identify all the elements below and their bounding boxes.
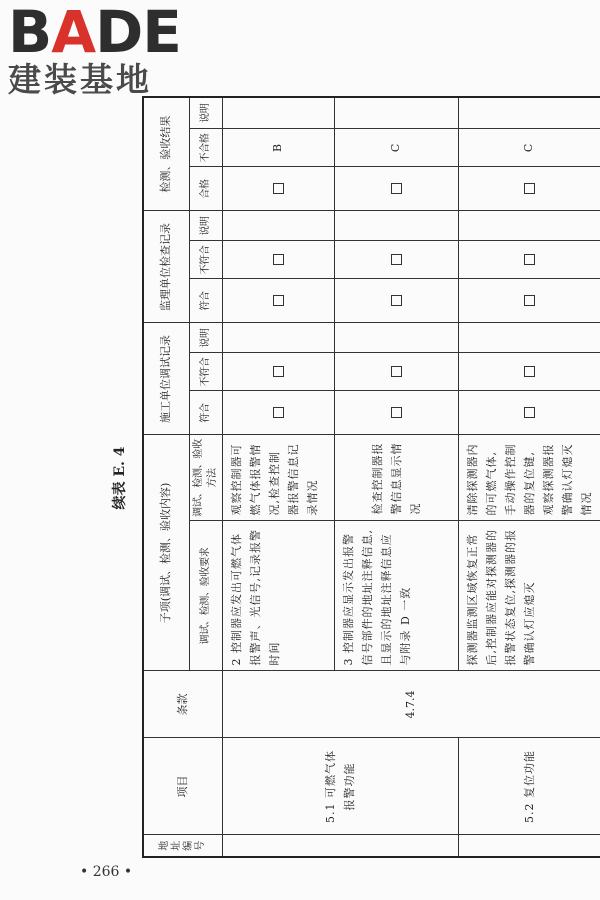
- checkbox[interactable]: [391, 295, 402, 306]
- supervision-note-cell: [458, 211, 600, 241]
- item-cell: 5.1 可燃气体报警功能: [222, 738, 458, 835]
- header-supervision: 监理单位检查记录: [143, 211, 189, 323]
- method-cell: 检查控制器报警信息显示情况: [334, 435, 458, 521]
- header-nonconform: 不符合: [189, 353, 222, 391]
- acceptance-note-cell: [334, 97, 458, 129]
- checkbox[interactable]: [273, 295, 284, 306]
- header-nonconform: 不符合: [189, 241, 222, 279]
- logo-accent-letter: A: [51, 0, 96, 66]
- checkbox[interactable]: [391, 408, 402, 419]
- header-item: 项目: [143, 738, 222, 835]
- acceptance-note-cell: [458, 97, 600, 129]
- header-clause: 条款: [143, 671, 222, 738]
- supervision-nonconform-cell: [222, 241, 334, 279]
- address-cell: [222, 835, 458, 857]
- checkbox[interactable]: [273, 367, 284, 378]
- construction-nonconform-cell: [334, 353, 458, 391]
- header-subitem: 子项(调试、检测、验收内容): [143, 435, 189, 671]
- header-note: 说明: [189, 323, 222, 353]
- acceptance-note-cell: [222, 97, 334, 129]
- supervision-conform-cell: [458, 279, 600, 323]
- method-cell: 清除探测器内的可燃气体,手动操作控制器的复位键,观察探测器报警确认灯熄灭情况: [458, 435, 600, 521]
- acceptance-pass-cell: [458, 167, 600, 211]
- supervision-conform-cell: [222, 279, 334, 323]
- acceptance-pass-cell: [222, 167, 334, 211]
- acceptance-grade-cell: B: [222, 129, 334, 167]
- construction-conform-cell: [458, 391, 600, 435]
- header-method: 调试、检测、验收方法: [189, 435, 222, 521]
- header-fail: 不合格: [189, 129, 222, 167]
- checkbox[interactable]: [524, 367, 535, 378]
- construction-note-cell: [222, 323, 334, 353]
- checkbox[interactable]: [273, 183, 284, 194]
- requirement-cell: 3 控制器应显示发出报警信号部件的地址注释信息,且显示的地址注释信息应与附录 D 一致: [334, 521, 458, 671]
- checkbox[interactable]: [391, 183, 402, 194]
- checkbox[interactable]: [273, 408, 284, 419]
- acceptance-grade-cell: C: [334, 129, 458, 167]
- checkbox[interactable]: [391, 367, 402, 378]
- inspection-table: [142, 96, 600, 858]
- bade-logo: [8, 2, 183, 98]
- logo-subtitle: 建装基地: [8, 60, 152, 99]
- supervision-note-cell: [222, 211, 334, 241]
- construction-nonconform-cell: [222, 353, 334, 391]
- supervision-nonconform-cell: [334, 241, 458, 279]
- checkbox[interactable]: [273, 254, 284, 265]
- checkbox[interactable]: [524, 295, 535, 306]
- supervision-nonconform-cell: [458, 241, 600, 279]
- construction-conform-cell: [222, 391, 334, 435]
- construction-nonconform-cell: [458, 353, 600, 391]
- checkbox[interactable]: [524, 183, 535, 194]
- clause-cell: 4.7.4: [222, 671, 600, 738]
- supervision-conform-cell: [334, 279, 458, 323]
- checkbox[interactable]: [391, 254, 402, 265]
- logo-wordmark: [8, 0, 183, 66]
- header-conform: 符合: [189, 279, 222, 323]
- header-note: 说明: [189, 97, 222, 129]
- page-number: • 266 •: [80, 864, 133, 880]
- header-acceptance: 检测、验收结果: [143, 97, 189, 211]
- method-cell: 观察控制器可燃气体报警情况,检查控制器报警信息记录情况: [222, 435, 334, 521]
- checkbox[interactable]: [524, 254, 535, 265]
- header-pass: 合格: [189, 167, 222, 211]
- table-caption: 续表 E. 4: [112, 446, 128, 510]
- logo-letter: B: [8, 0, 52, 66]
- header-conform: 符合: [189, 391, 222, 435]
- table-row: [222, 97, 334, 857]
- header-note: 说明: [189, 211, 222, 241]
- logo-letters: DE: [95, 0, 181, 66]
- supervision-note-cell: [334, 211, 458, 241]
- acceptance-pass-cell: [334, 167, 458, 211]
- acceptance-grade-cell: C: [458, 129, 600, 167]
- construction-note-cell: [334, 323, 458, 353]
- header-address-code: 地址编号: [143, 835, 222, 857]
- header-construction: 施工单位调试记录: [143, 323, 189, 435]
- construction-conform-cell: [334, 391, 458, 435]
- rotated-table-block: [108, 98, 593, 858]
- requirement-cell: 探测器监测区域恢复正常后,控制器应能对探测器的报警状态复位,探测器的报警确认灯应熄灭: [458, 521, 600, 671]
- table-row: [458, 97, 600, 857]
- item-cell: 5.2 复位功能: [458, 738, 600, 835]
- header-requirement: 调试、检测、验收要求: [189, 521, 222, 671]
- header-row-1: [143, 97, 189, 857]
- checkbox[interactable]: [524, 408, 535, 419]
- construction-note-cell: [458, 323, 600, 353]
- requirement-cell: 2 控制器应发出可燃气体报警声、光信号,记录报警时间: [222, 521, 334, 671]
- address-cell: [458, 835, 600, 857]
